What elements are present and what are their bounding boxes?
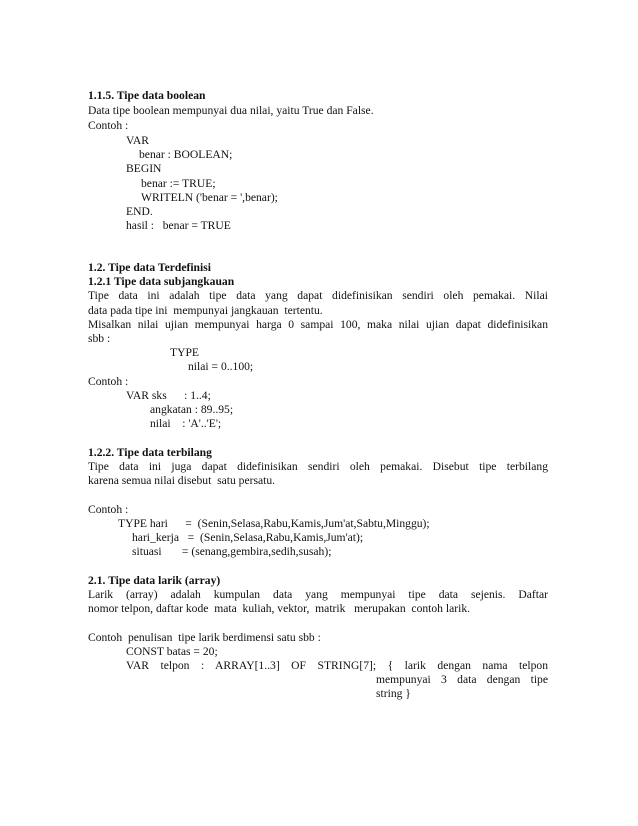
contoh-label: Contoh :	[88, 503, 129, 516]
boolean-description: Data tipe boolean mempunyai dua nilai, yaitu True dan False.	[88, 104, 374, 117]
code-line: TYPE hari = (Senin,Selasa,Rabu,Kamis,Jum'at,Sabtu,Minggu);	[118, 517, 430, 530]
paragraph-line: Tipe data ini juga dapat didefinisikan sendiri oleh pemakai. Disebut tipe terbilang	[88, 460, 548, 473]
code-line: BEGIN	[126, 162, 162, 175]
code-line: nilai : 'A'..'E';	[150, 417, 222, 430]
paragraph-line: nomor telpon, daftar kode mata kuliah, vektor, matrik merupakan contoh larik.	[88, 602, 471, 615]
code-line: angkatan : 89..95;	[150, 403, 234, 416]
paragraph-line: Tipe data ini adalah tipe data yang dapat didefinisikan sendiri oleh pemakai. Nilai	[88, 289, 548, 302]
contoh-label: Contoh :	[88, 119, 129, 132]
section-heading-1-1-5: 1.1.5. Tipe data boolean	[88, 89, 206, 102]
section-heading-1-2: 1.2. Tipe data Terdefinisi	[88, 261, 211, 274]
code-comment-line: mempunyai 3 data dengan tipe	[376, 673, 548, 686]
code-line: VAR telpon : ARRAY[1..3] OF STRING[7]; { larik dengan nama telpon	[126, 659, 548, 672]
contoh-label: Contoh penulisan tipe larik berdimensi satu sbb :	[88, 631, 321, 644]
contoh-label: Contoh :	[88, 375, 129, 388]
code-comment-line: string }	[376, 687, 411, 700]
code-line: hari_kerja = (Senin,Selasa,Rabu,Kamis,Jum'at);	[132, 531, 364, 544]
result-line: hasil : benar = TRUE	[126, 219, 231, 232]
paragraph-line: Larik (array) adalah kumpulan data yang mempunyai tipe data sejenis. Daftar	[88, 588, 548, 601]
subsection-heading-1-2-2: 1.2.2. Tipe data terbilang	[88, 446, 212, 459]
paragraph-line: Misalkan nilai ujian mempunyai harga 0 sampai 100, maka nilai ujian dapat didefinisikan	[88, 318, 548, 331]
code-line: VAR sks : 1..4;	[126, 389, 211, 402]
code-line: situasi = (senang,gembira,sedih,susah);	[132, 545, 332, 558]
code-line: benar : BOOLEAN;	[139, 148, 233, 161]
paragraph-line: sbb :	[88, 332, 111, 345]
paragraph-line: data pada tipe ini mempunyai jangkauan tertentu.	[88, 304, 323, 317]
code-line: WRITELN ('benar = ',benar);	[141, 191, 278, 204]
paragraph-line: karena semua nilai disebut satu persatu.	[88, 474, 276, 487]
code-line: END.	[126, 205, 153, 218]
code-line: VAR	[126, 134, 149, 147]
code-line: CONST batas = 20;	[126, 645, 218, 658]
code-line: nilai = 0..100;	[188, 360, 254, 373]
subsection-heading-1-2-1: 1.2.1 Tipe data subjangkauan	[88, 275, 235, 288]
code-line: benar := TRUE;	[141, 177, 216, 190]
section-heading-2-1: 2.1. Tipe data larik (array)	[88, 574, 221, 587]
code-line: TYPE	[170, 346, 199, 359]
